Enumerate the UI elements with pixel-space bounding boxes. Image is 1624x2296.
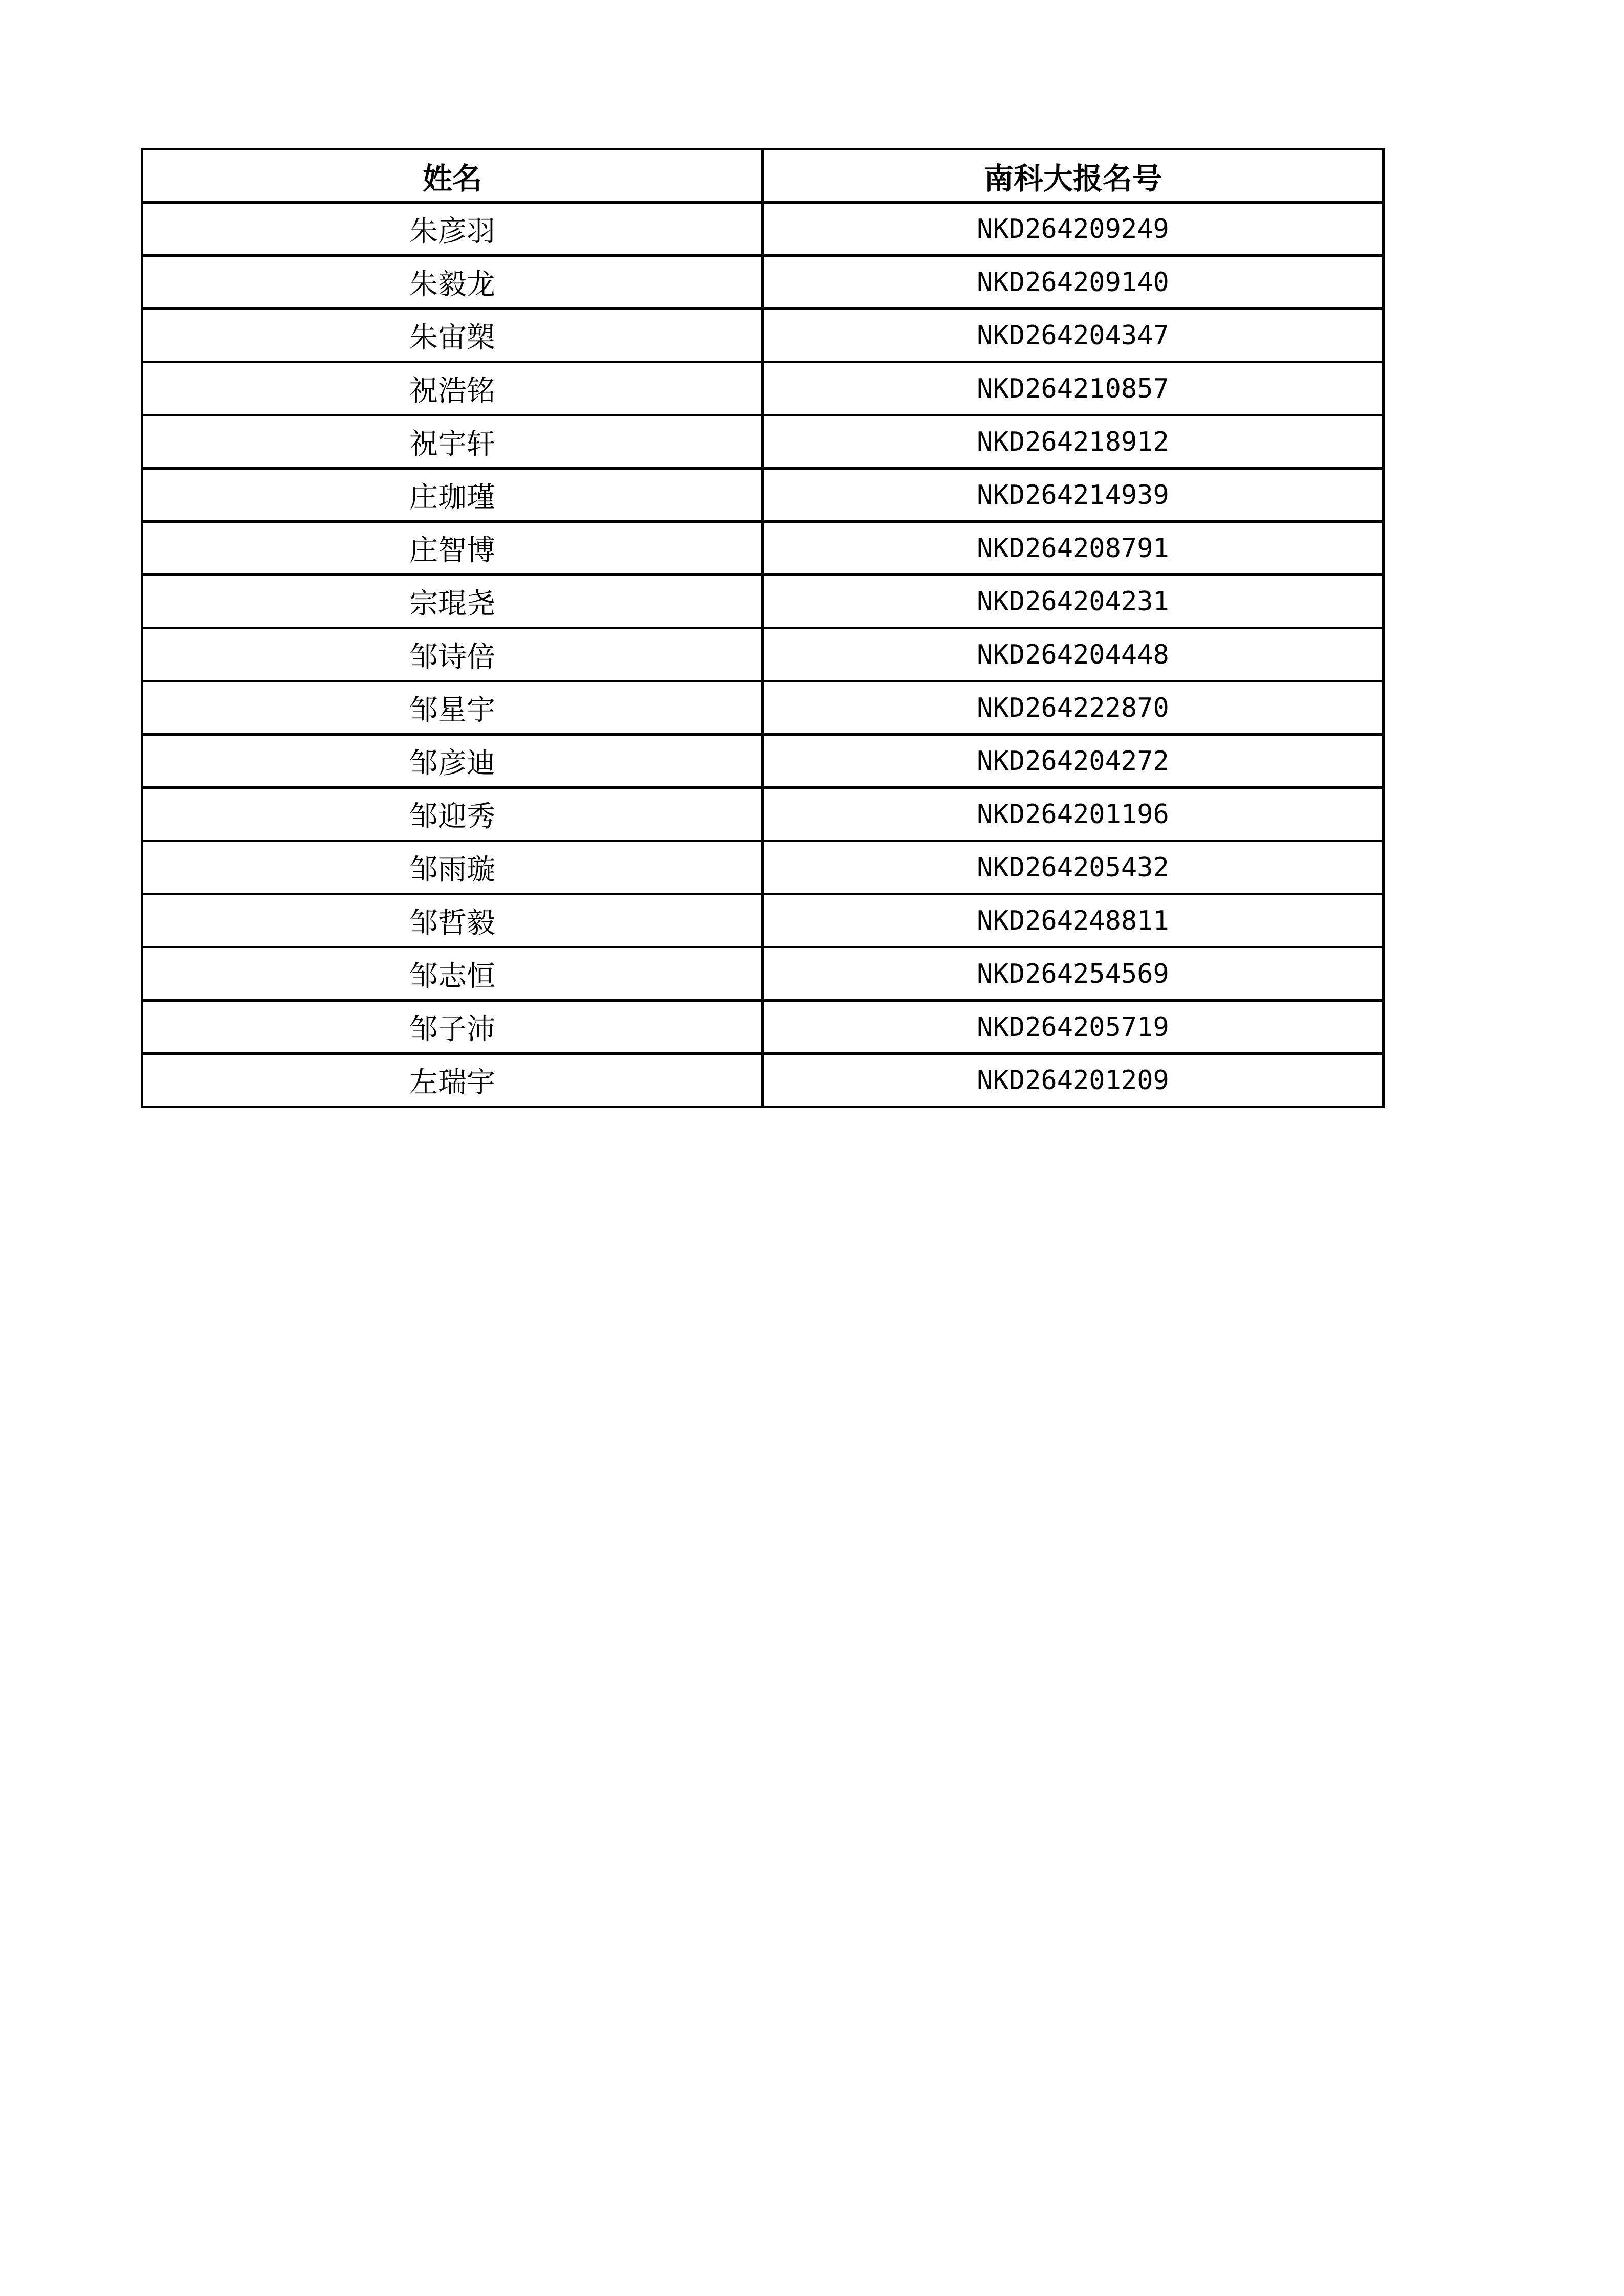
table-body [142, 203, 1384, 1107]
table-row [142, 788, 1384, 841]
cell-registration-number: NKD264208791 [763, 522, 1384, 575]
cell-name: 朱彦羽 [142, 203, 763, 256]
cell-registration-number: NKD264204347 [763, 309, 1384, 362]
cell-name: 朱毅龙 [142, 256, 763, 309]
table-row [142, 469, 1384, 522]
table-row [142, 256, 1384, 309]
cell-name: 邹星宇 [142, 681, 763, 735]
table-row [142, 947, 1384, 1001]
cell-registration-number: NKD264218912 [763, 415, 1384, 469]
cell-registration-number: NKD264248811 [763, 894, 1384, 947]
table-row [142, 735, 1384, 788]
table-row [142, 1054, 1384, 1107]
cell-registration-number: NKD264222870 [763, 681, 1384, 735]
table-row [142, 415, 1384, 469]
cell-registration-number: NKD264204231 [763, 575, 1384, 628]
table-row [142, 841, 1384, 894]
table-row [142, 309, 1384, 362]
table-row [142, 1001, 1384, 1054]
cell-name: 左瑞宇 [142, 1054, 763, 1107]
header-registration-number: 南科大报名号 [763, 149, 1384, 203]
table-row [142, 681, 1384, 735]
cell-name: 朱宙槊 [142, 309, 763, 362]
table-row [142, 628, 1384, 681]
cell-name: 邹子沛 [142, 1001, 763, 1054]
cell-registration-number: NKD264201209 [763, 1054, 1384, 1107]
cell-registration-number: NKD264205432 [763, 841, 1384, 894]
cell-name: 祝浩铭 [142, 362, 763, 415]
cell-registration-number: NKD264204448 [763, 628, 1384, 681]
cell-name: 邹志恒 [142, 947, 763, 1001]
cell-name: 宗琨尧 [142, 575, 763, 628]
cell-registration-number: NKD264210857 [763, 362, 1384, 415]
table-row [142, 203, 1384, 256]
header-name: 姓名 [142, 149, 763, 203]
cell-registration-number: NKD264201196 [763, 788, 1384, 841]
cell-name: 庄珈瑾 [142, 469, 763, 522]
cell-registration-number: NKD264205719 [763, 1001, 1384, 1054]
cell-registration-number: NKD264209140 [763, 256, 1384, 309]
table-row [142, 894, 1384, 947]
cell-name: 庄智博 [142, 522, 763, 575]
table-header [142, 149, 1384, 203]
table-row [142, 575, 1384, 628]
registration-table [141, 148, 1385, 1108]
cell-name: 邹雨璇 [142, 841, 763, 894]
header-row [142, 149, 1384, 203]
cell-name: 祝宇轩 [142, 415, 763, 469]
cell-registration-number: NKD264204272 [763, 735, 1384, 788]
cell-name: 邹诗倍 [142, 628, 763, 681]
cell-registration-number: NKD264209249 [763, 203, 1384, 256]
cell-name: 邹迎秀 [142, 788, 763, 841]
cell-name: 邹哲毅 [142, 894, 763, 947]
cell-registration-number: NKD264254569 [763, 947, 1384, 1001]
table-row [142, 522, 1384, 575]
cell-registration-number: NKD264214939 [763, 469, 1384, 522]
table-row [142, 362, 1384, 415]
cell-name: 邹彦迪 [142, 735, 763, 788]
